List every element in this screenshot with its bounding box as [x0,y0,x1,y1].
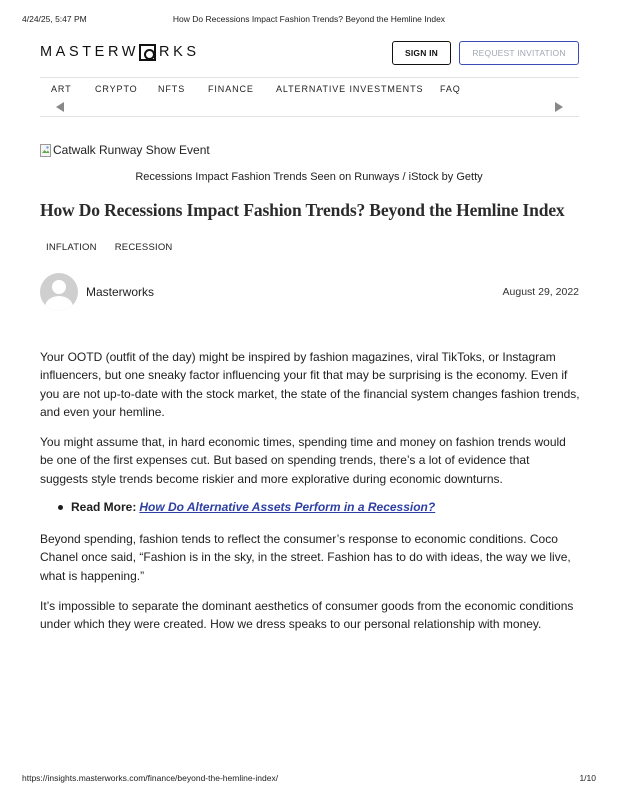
hero-image [40,142,210,158]
tag-inflation[interactable]: INFLATION [46,242,97,253]
nav-item-art[interactable]: ART [51,84,72,94]
tag-recession[interactable]: RECESSION [114,242,173,253]
masterworks-logo[interactable] [40,42,200,62]
print-footer [22,773,596,785]
author-name: Masterworks [86,285,155,299]
avatar-body [45,296,73,311]
hero-image-alt-text: Catwalk Runway Show Event [53,143,210,157]
sign-in-button[interactable]: SIGN IN [392,41,451,65]
print-page-number: 1/10 [579,773,596,783]
nav-item-crypto[interactable]: CRYPTO [95,84,138,94]
read-more-link[interactable]: How Do Alternative Assets Perform in a Recession? [139,500,436,514]
avatar-placeholder-icon [40,273,78,311]
nav-item-faq[interactable]: FAQ [440,84,461,94]
print-header [22,14,596,26]
nav-divider-top [40,77,579,78]
publish-date: August 29, 2022 [502,286,579,298]
read-more-item [58,500,435,514]
avatar-head [52,280,66,294]
broken-image-icon [40,144,51,157]
print-url: https://insights.masterworks.com/finance/beyond-the-hemline-index/ [22,773,279,783]
article-tags [46,242,190,253]
article-paragraph: You might assume that, in hard economic times, spending time and money on fashion trends would be one of the first expenses cut. But based on spending trends, there’s a lot of evidence that suggests style trends become riskier and more explorative during economic downturns. [40,435,566,486]
article-paragraph: It’s impossible to separate the dominant aesthetics of consumer goods from the economic conditions under which they were created. How we dress speaks to our personal relationship with money. [40,599,574,632]
read-more-label: Read More: [71,500,137,514]
logo-o-icon [139,44,156,61]
nav-item-finance[interactable]: FINANCE [208,84,254,94]
nav-divider-bottom [40,116,579,117]
hero-caption: Recessions Impact Fashion Trends Seen on Runways / iStock by Getty [135,171,483,183]
article-paragraph: Beyond spending, fashion tends to reflect the consumer’s response to economic conditions. Coco Chanel once said, “Fashion is in the sky, in the street. Fashion has to do with ideas, the way we live, what is happening.” [40,532,571,583]
bullet-icon [58,505,63,510]
logo-text-right: RKS [159,44,200,60]
logo-text-left: MASTERW [40,44,140,60]
category-nav [51,84,461,94]
nav-item-nfts[interactable]: NFTS [158,84,186,94]
request-invitation-button[interactable]: REQUEST INVITATION [459,41,579,65]
print-doc-title: How Do Recessions Impact Fashion Trends? Beyond the Hemline Index [172,14,446,24]
print-datetime: 4/24/25, 5:47 PM [22,14,87,24]
article-title: How Do Recessions Impact Fashion Trends? Beyond the Hemline Index [40,200,565,220]
article-paragraph: Your OOTD (outfit of the day) might be inspired by fashion magazines, viral TikToks, or Instagram influencers, but one sneaky factor influencing your fit that may be surprising is the economy. Even if you are not up-to-date with the stock market, the state of the financial system changes fashion trends, and even your hemline. [40,350,580,419]
nav-item-alternative-investments[interactable]: ALTERNATIVE INVESTMENTS [276,84,424,94]
scroll-right-arrow-icon[interactable] [555,102,563,112]
scroll-left-arrow-icon[interactable] [56,102,64,112]
